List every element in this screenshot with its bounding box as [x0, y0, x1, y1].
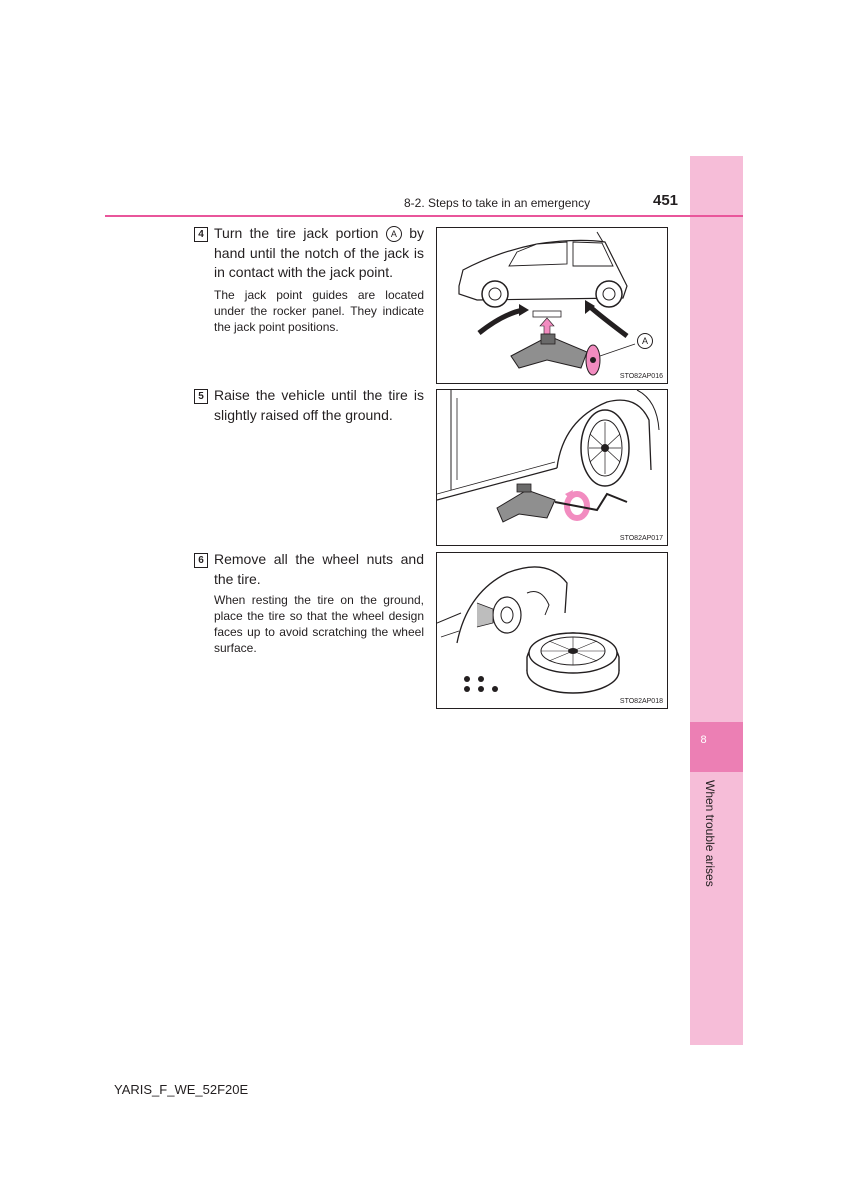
step-note: When resting the tire on the ground, place the tire so that the wheel design faces up to avoid scratching the wheel surface. [214, 593, 424, 655]
figure-code: STO82AP017 [619, 535, 663, 542]
step-text: Remove all the wheel nuts and the tire. [214, 551, 424, 587]
step-number: 5 [194, 389, 208, 404]
figure-code: STO82AP016 [619, 373, 663, 380]
figure-code: STO82AP018 [619, 698, 663, 705]
callout-a: A [386, 226, 402, 242]
step-note: The jack point guides are located under the rocker panel. They indicate the jack point positions. [214, 288, 424, 334]
section-title: 8-2. Steps to take in an emergency [404, 196, 591, 210]
step-number: 4 [194, 227, 208, 242]
raise-vehicle-illustration [437, 390, 667, 545]
step-text: Raise the vehicle until the tire is slightly raised off the ground. [214, 387, 424, 423]
chapter-number: 8 [700, 734, 707, 746]
step-number: 6 [194, 553, 208, 568]
jack-point-illustration [437, 228, 667, 383]
step-text-part: by hand until the notch of the jack is in contact with the jack point. [214, 225, 425, 280]
page-number: 451 [653, 192, 679, 209]
chapter-tab[interactable] [690, 722, 743, 772]
document-code: YARIS_F_WE_52F20E [114, 1082, 249, 1097]
figure-raise-vehicle [436, 389, 668, 546]
step-text-part: Turn the tire jack portion [214, 225, 386, 241]
remove-tire-illustration [437, 553, 667, 708]
step-text [214, 224, 424, 283]
chapter-title: When trouble arises [703, 780, 717, 887]
figure-jack-point [436, 227, 668, 384]
figure-callout-a: A [637, 333, 653, 349]
chapter-sidebar [690, 156, 743, 1045]
header-rule [105, 215, 743, 217]
figure-remove-tire [436, 552, 668, 709]
